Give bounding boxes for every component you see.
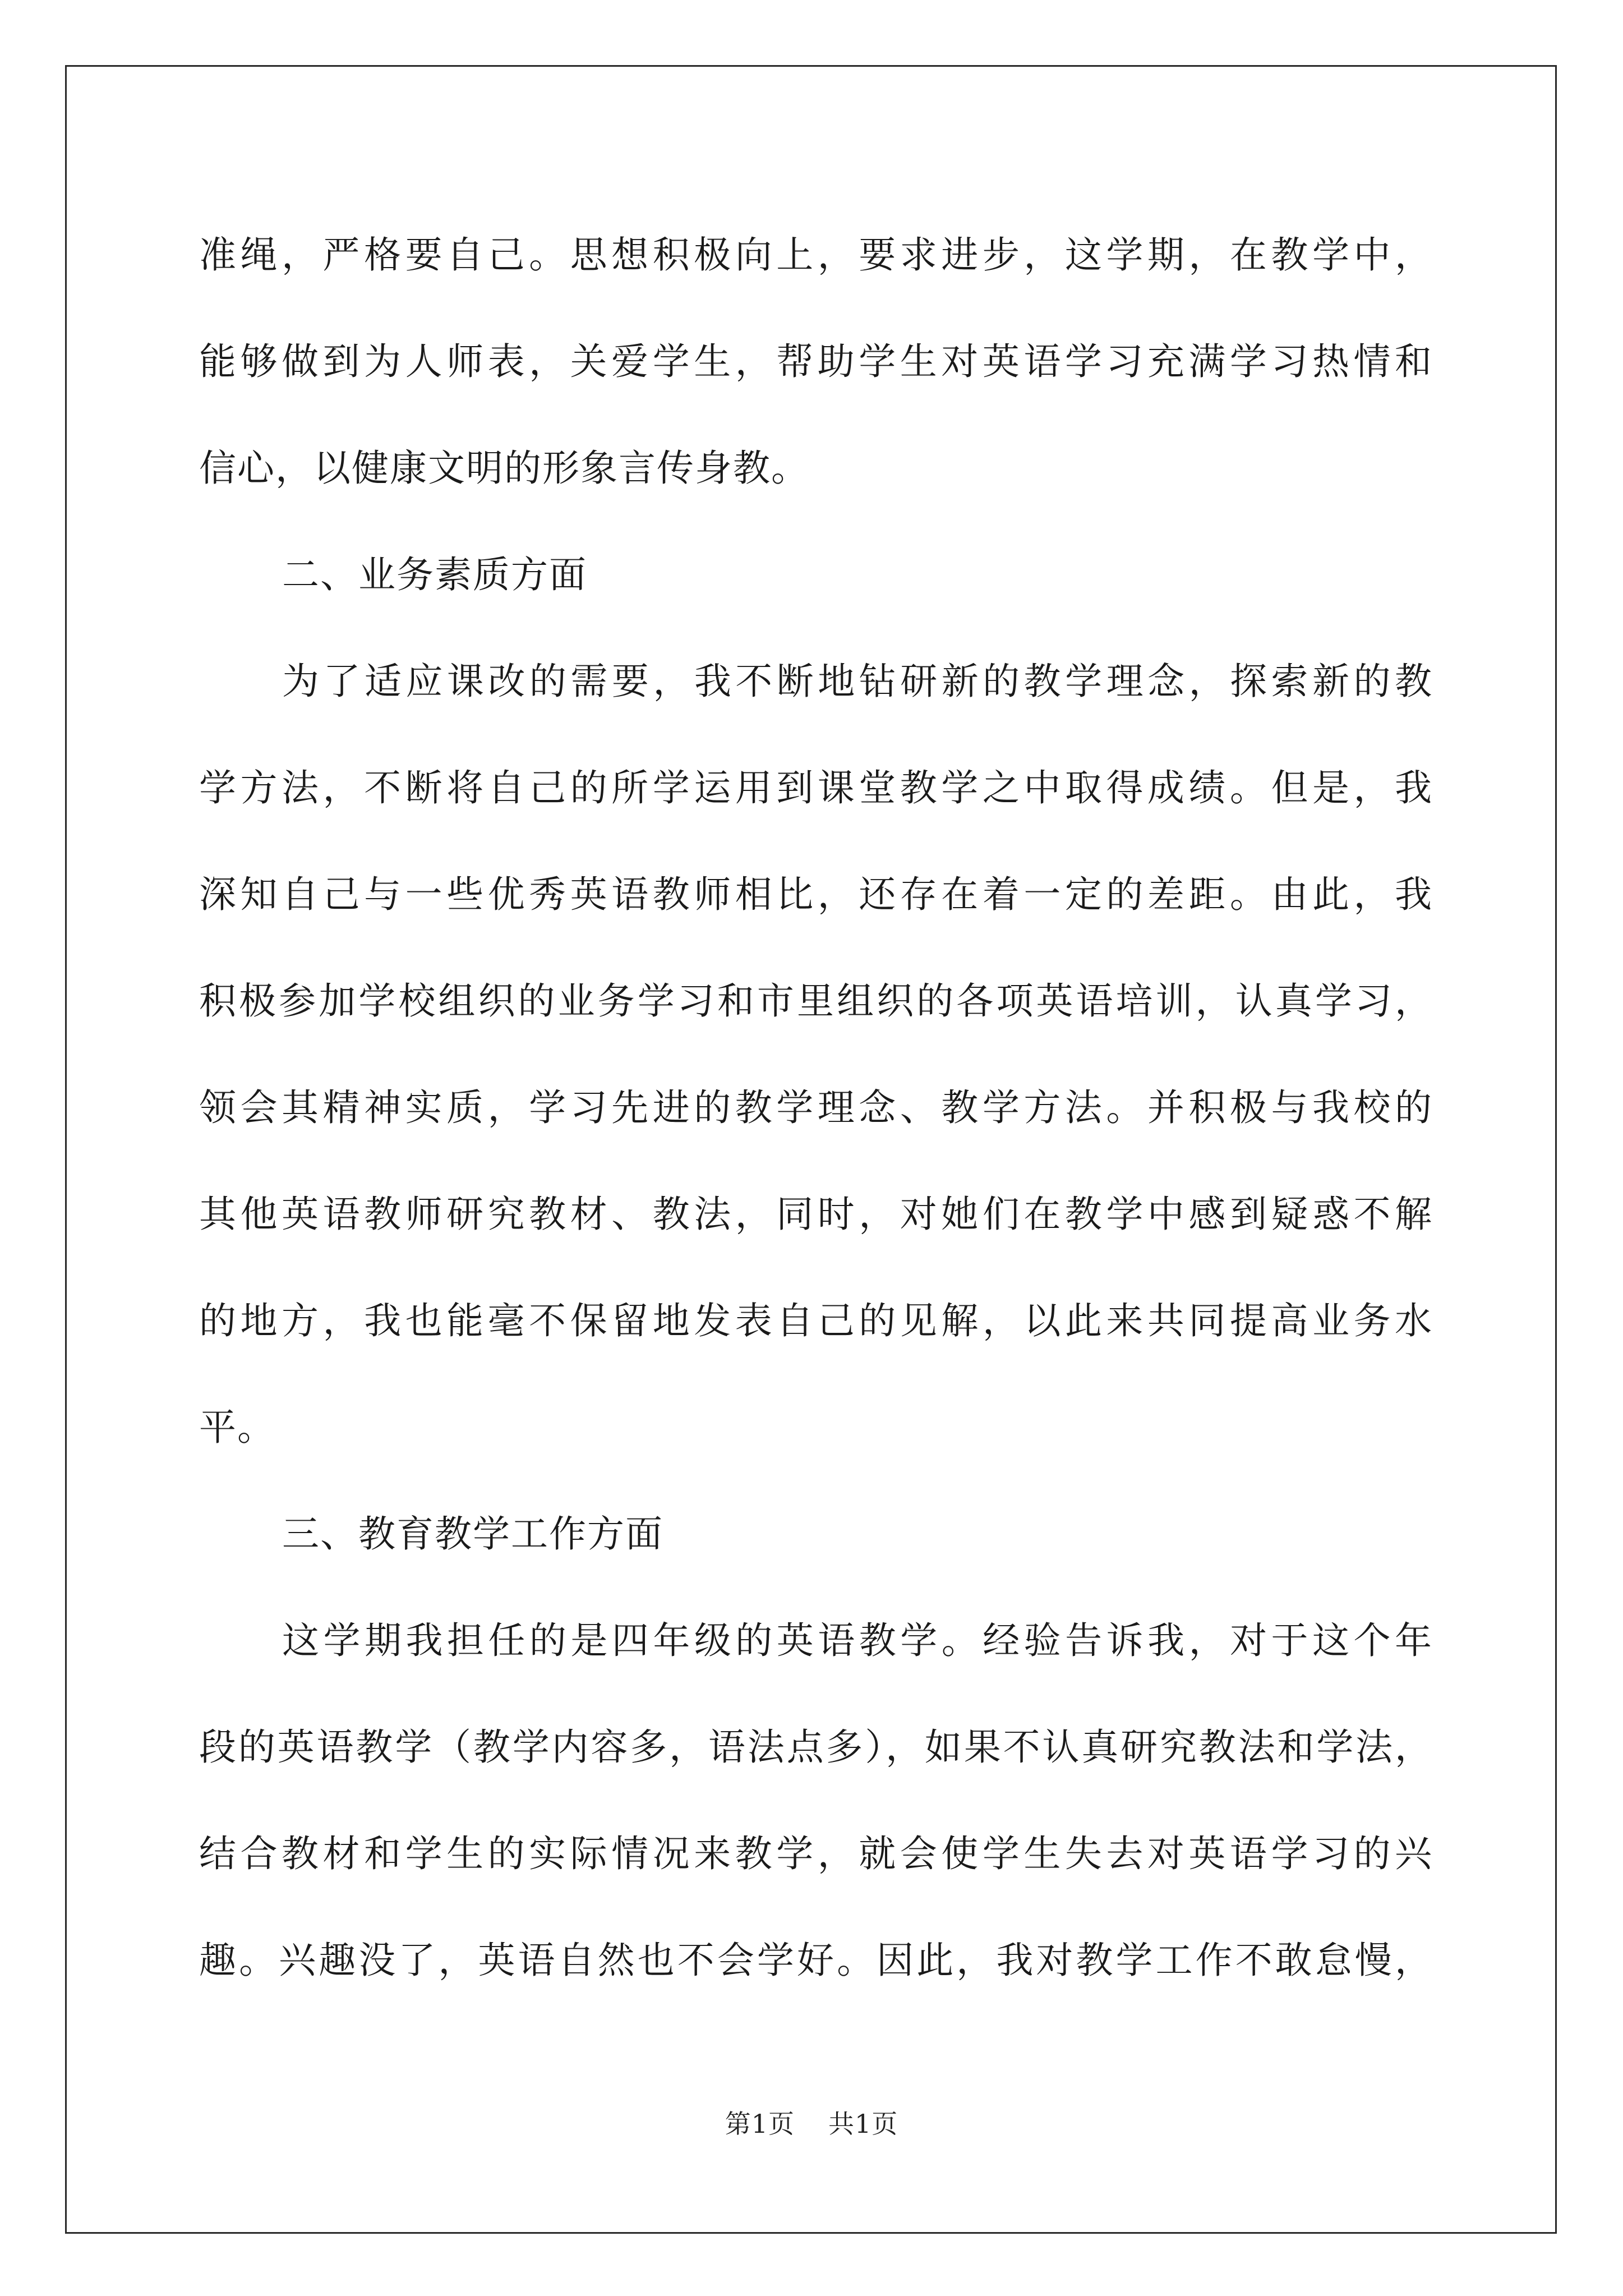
- page-total: 共1页: [828, 2109, 898, 2139]
- paragraph-line: 为了适应课改的需要，我不断地钻研新的教学理念，探索新的教: [282, 660, 1433, 703]
- paragraph-line: 准绳，严格要自己。思想积极向上，要求进步，这学期，在教学中，: [199, 233, 1433, 277]
- paragraph-line: 其他英语教师研究教材、教法，同时，对她们在教学中感到疑惑不解: [199, 1193, 1433, 1236]
- paragraph-line: 深知自己与一些优秀英语教师相比，还存在着一定的差距。由此，我: [199, 873, 1433, 916]
- paragraph-line: 信心，以健康文明的形象言传身教。: [199, 447, 809, 490]
- page-footer: [0, 2104, 1623, 2141]
- section-heading: 二、业务素质方面: [282, 553, 587, 596]
- section-heading: 三、教育教学工作方面: [282, 1512, 663, 1556]
- page-number: 第1页: [725, 2109, 795, 2139]
- paragraph-line: 趣。兴趣没了，英语自然也不会学好。因此，我对教学工作不敢怠慢，: [199, 1939, 1433, 1982]
- paragraph-line: 的地方，我也能毫不保留地发表自己的见解，以此来共同提高业务水: [199, 1299, 1433, 1342]
- document-body: [199, 202, 1433, 2014]
- paragraph-line: 能够做到为人师表，关爱学生，帮助学生对英语学习充满学习热情和: [199, 340, 1433, 383]
- paragraph-line: 领会其精神实质，学习先进的教学理念、教学方法。并积极与我校的: [199, 1086, 1433, 1129]
- paragraph-line: 平。: [199, 1406, 275, 1449]
- paragraph-line: 学方法，不断将自己的所学运用到课堂教学之中取得成绩。但是，我: [199, 766, 1433, 809]
- paragraph-line: 积极参加学校组织的业务学习和市里组织的各项英语培训，认真学习，: [199, 979, 1433, 1023]
- paragraph-line: 段的英语教学（教学内容多，语法点多），如果不认真研究教法和学法，: [199, 1726, 1433, 1769]
- paragraph-line: 结合教材和学生的实际情况来教学，就会使学生失去对英语学习的兴: [199, 1832, 1433, 1875]
- paragraph-line: 这学期我担任的是四年级的英语教学。经验告诉我，对于这个年: [282, 1619, 1433, 1662]
